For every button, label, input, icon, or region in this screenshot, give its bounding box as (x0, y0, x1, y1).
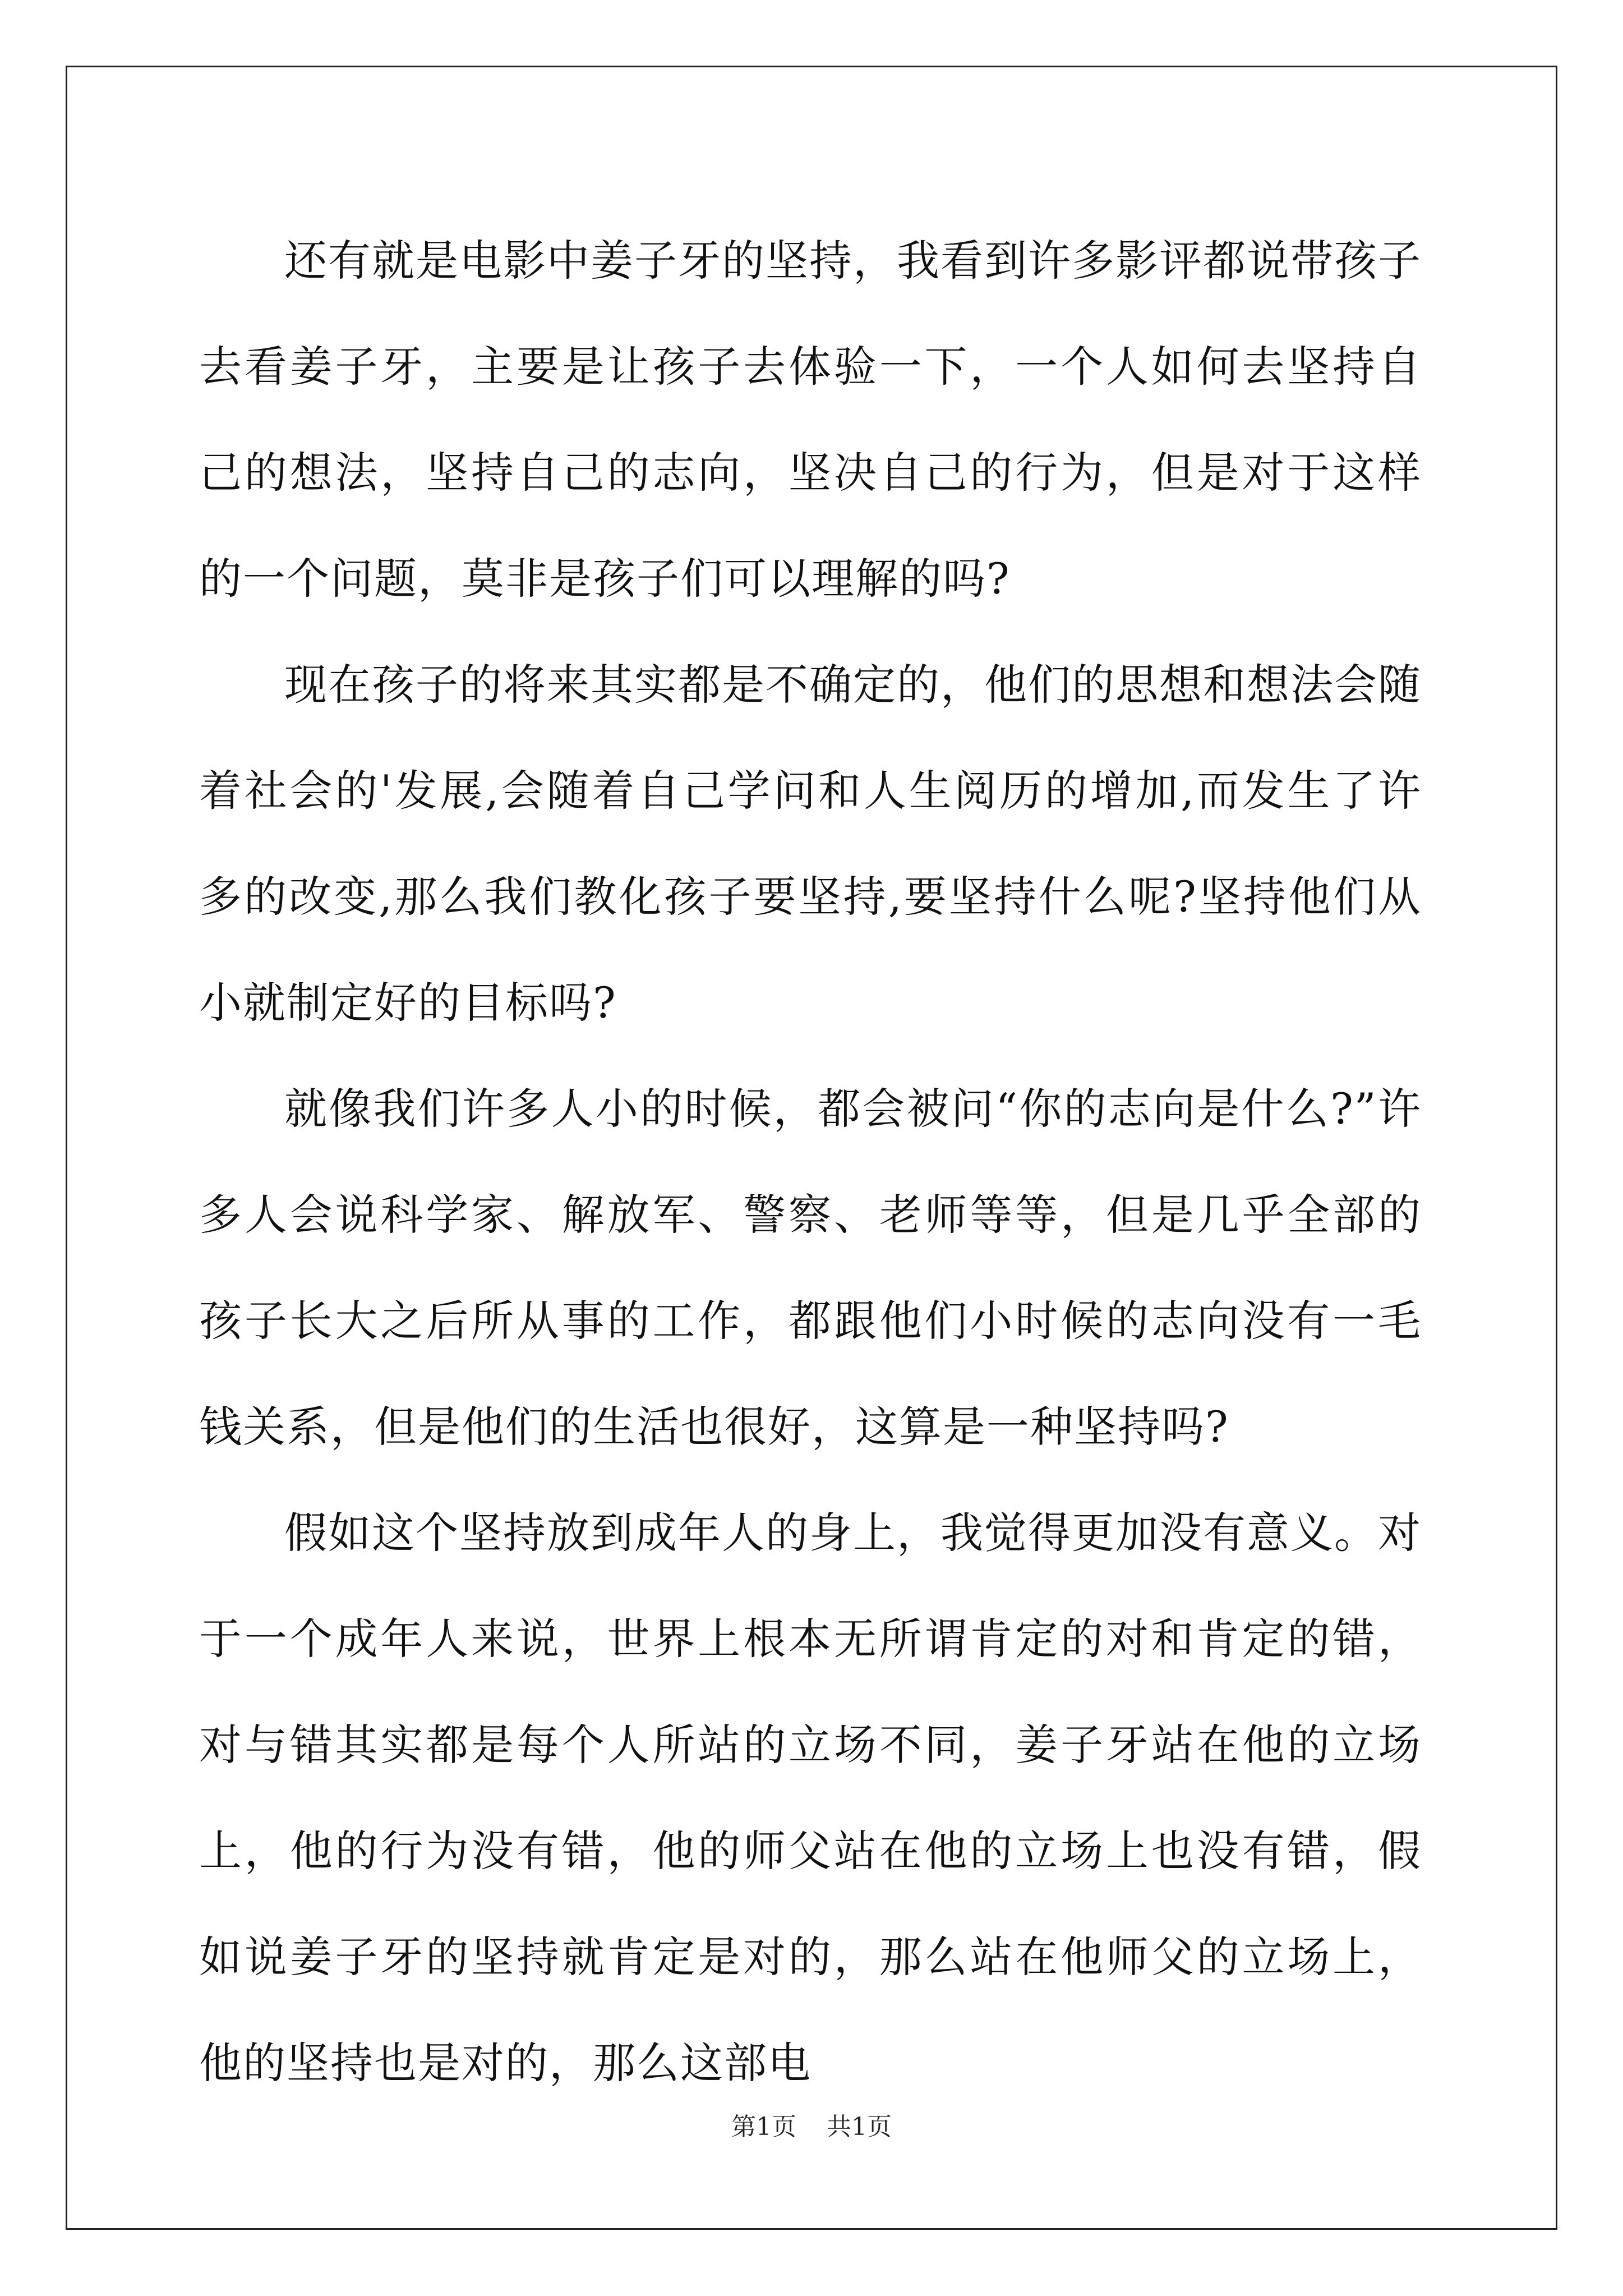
paragraph-3: 就像我们许多人小的时候，都会被问“你的志向是什么?”许多人会说科学家、解放军、警察、老师等等，但是几乎全部的孩子长大之后所从事的工作，都跟他们小时候的志向没有一毛钱关系，但是他们的生活也很好，这算是一种坚持吗? (199, 1084, 1422, 1452)
paragraph-4: 假如这个坚持放到成年人的身上，我觉得更加没有意义。对于一个成年人来说，世界上根本无所谓肯定的对和肯定的错，对与错其实都是每个人所站的立场不同，姜子牙站在他的立场上，他的行为没有错，他的师父站在他的立场上也没有错，假如说姜子牙的坚持就肯定是对的，那么站在他师父的立场上，他的坚持也是对的，那么这部电 (199, 1508, 1422, 2088)
page-number: 第1页 (731, 2113, 796, 2141)
page-footer (0, 2110, 1623, 2144)
document-body (199, 208, 1422, 2116)
page-total: 共1页 (827, 2113, 892, 2141)
paragraph-2: 现在孩子的将来其实都是不确定的，他们的思想和想法会随着社会的'发展,会随着自己学问和人生阅历的增加,而发生了许多的改变,那么我们教化孩子要坚持,要坚持什么呢?坚持他们从小就制定好的目标吗? (199, 660, 1422, 1028)
paragraph-1: 还有就是电影中姜子牙的坚持，我看到许多影评都说带孩子去看姜子牙，主要是让孩子去体验一下，一个人如何去坚持自己的想法，坚持自己的志向，坚决自己的行为，但是对于这样的一个问题，莫非是孩子们可以理解的吗? (199, 236, 1422, 604)
